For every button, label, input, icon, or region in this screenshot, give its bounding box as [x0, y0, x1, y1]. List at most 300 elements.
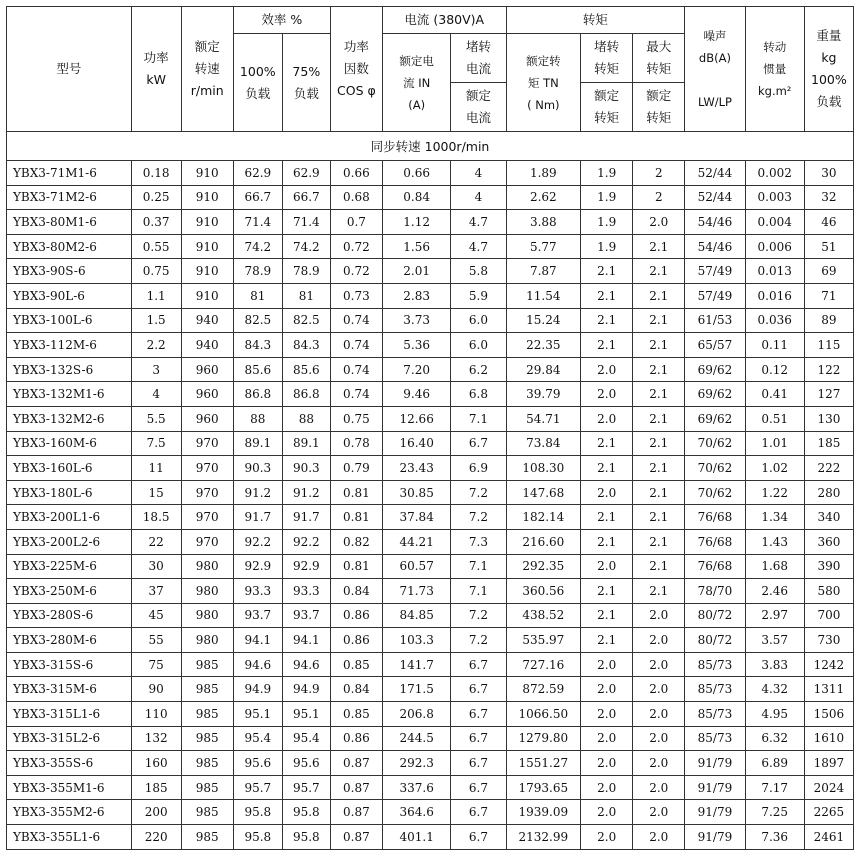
cell-eff-75: 91.7 [282, 505, 330, 530]
cell-eff-75: 84.3 [282, 333, 330, 358]
cell-power-factor: 0.86 [330, 726, 382, 751]
cell-locked-current-ratio: 4 [451, 185, 506, 210]
table-row [7, 357, 854, 382]
cell-model: YBX3-200L1-6 [7, 505, 132, 530]
header-model: 型号 [7, 7, 132, 132]
cell-rated-speed: 985 [181, 800, 233, 825]
cell-power: 132 [131, 726, 181, 751]
cell-rated-speed: 980 [181, 579, 233, 604]
cell-inertia: 3.57 [745, 628, 804, 653]
cell-max-torque-ratio: 2.0 [633, 652, 685, 677]
cell-locked-torque-ratio: 2.1 [581, 456, 633, 481]
table-row [7, 529, 854, 554]
cell-max-torque-ratio: 2.1 [633, 283, 685, 308]
cell-locked-torque-ratio: 2.1 [581, 431, 633, 456]
cell-power: 0.25 [131, 185, 181, 210]
cell-power: 5.5 [131, 406, 181, 431]
cell-max-torque-ratio: 2.1 [633, 259, 685, 284]
cell-eff-75: 95.1 [282, 702, 330, 727]
table-row [7, 431, 854, 456]
cell-locked-current-ratio: 7.1 [451, 554, 506, 579]
cell-locked-torque-ratio: 2.0 [581, 751, 633, 776]
cell-rated-torque: 292.35 [506, 554, 581, 579]
cell-eff-100: 94.1 [233, 628, 282, 653]
motor-spec-table [6, 6, 854, 850]
cell-power: 55 [131, 628, 181, 653]
cell-max-torque-ratio: 2.0 [633, 751, 685, 776]
cell-model: YBX3-90S-6 [7, 259, 132, 284]
cell-power: 0.37 [131, 210, 181, 235]
cell-eff-100: 66.7 [233, 185, 282, 210]
cell-model: YBX3-200L2-6 [7, 529, 132, 554]
cell-locked-torque-ratio: 2.1 [581, 603, 633, 628]
cell-power: 15 [131, 480, 181, 505]
cell-rated-current: 60.57 [382, 554, 450, 579]
cell-model: YBX3-160L-6 [7, 456, 132, 481]
cell-power-factor: 0.86 [330, 603, 382, 628]
cell-max-torque-ratio: 2.1 [633, 554, 685, 579]
cell-eff-100: 62.9 [233, 161, 282, 186]
cell-weight: 46 [804, 210, 853, 235]
cell-rated-torque: 2132.99 [506, 825, 581, 850]
cell-eff-75: 92.2 [282, 529, 330, 554]
header-inertia: 转动 惯量 kg.m² [745, 7, 804, 132]
cell-model: YBX3-280M-6 [7, 628, 132, 653]
cell-power: 4 [131, 382, 181, 407]
cell-eff-100: 85.6 [233, 357, 282, 382]
cell-model: YBX3-90L-6 [7, 283, 132, 308]
cell-rated-torque: 39.79 [506, 382, 581, 407]
cell-eff-75: 94.9 [282, 677, 330, 702]
cell-noise: 91/79 [685, 800, 745, 825]
cell-weight: 122 [804, 357, 853, 382]
cell-rated-torque: 22.35 [506, 333, 581, 358]
cell-locked-torque-ratio: 2.0 [581, 382, 633, 407]
header-locked-torque-bottom: 额定 转矩 [581, 83, 633, 132]
cell-power: 11 [131, 456, 181, 481]
cell-eff-100: 94.6 [233, 652, 282, 677]
cell-rated-speed: 985 [181, 677, 233, 702]
cell-power-factor: 0.81 [330, 480, 382, 505]
cell-eff-100: 81 [233, 283, 282, 308]
cell-eff-100: 95.8 [233, 800, 282, 825]
cell-eff-75: 95.7 [282, 775, 330, 800]
cell-inertia: 0.016 [745, 283, 804, 308]
cell-weight: 130 [804, 406, 853, 431]
cell-rated-speed: 980 [181, 628, 233, 653]
cell-rated-torque: 3.88 [506, 210, 581, 235]
cell-max-torque-ratio: 2.0 [633, 210, 685, 235]
cell-locked-torque-ratio: 2.0 [581, 726, 633, 751]
cell-eff-100: 91.7 [233, 505, 282, 530]
cell-locked-current-ratio: 4 [451, 161, 506, 186]
cell-locked-current-ratio: 6.7 [451, 800, 506, 825]
cell-rated-current: 71.73 [382, 579, 450, 604]
cell-eff-100: 71.4 [233, 210, 282, 235]
cell-locked-torque-ratio: 2.0 [581, 480, 633, 505]
cell-inertia: 1.22 [745, 480, 804, 505]
cell-eff-75: 91.2 [282, 480, 330, 505]
cell-inertia: 4.32 [745, 677, 804, 702]
cell-weight: 280 [804, 480, 853, 505]
cell-max-torque-ratio: 2.1 [633, 234, 685, 259]
cell-power-factor: 0.87 [330, 775, 382, 800]
cell-weight: 1897 [804, 751, 853, 776]
cell-rated-speed: 970 [181, 529, 233, 554]
header-max-torque-top: 最大 转矩 [633, 34, 685, 83]
cell-max-torque-ratio: 2.1 [633, 579, 685, 604]
cell-locked-current-ratio: 4.7 [451, 234, 506, 259]
cell-power-factor: 0.73 [330, 283, 382, 308]
cell-locked-torque-ratio: 1.9 [581, 210, 633, 235]
cell-model: YBX3-80M1-6 [7, 210, 132, 235]
cell-inertia: 1.01 [745, 431, 804, 456]
cell-eff-75: 85.6 [282, 357, 330, 382]
cell-power: 0.55 [131, 234, 181, 259]
cell-rated-speed: 910 [181, 210, 233, 235]
cell-rated-torque: 1551.27 [506, 751, 581, 776]
table-row [7, 234, 854, 259]
cell-inertia: 0.004 [745, 210, 804, 235]
cell-locked-torque-ratio: 1.9 [581, 161, 633, 186]
cell-max-torque-ratio: 2.1 [633, 406, 685, 431]
cell-rated-speed: 985 [181, 751, 233, 776]
cell-weight: 1610 [804, 726, 853, 751]
cell-noise: 61/53 [685, 308, 745, 333]
cell-eff-75: 95.6 [282, 751, 330, 776]
cell-max-torque-ratio: 2.1 [633, 505, 685, 530]
cell-rated-current: 23.43 [382, 456, 450, 481]
cell-noise: 85/73 [685, 677, 745, 702]
cell-rated-speed: 980 [181, 603, 233, 628]
cell-power: 7.5 [131, 431, 181, 456]
cell-eff-75: 95.8 [282, 825, 330, 850]
table-row [7, 554, 854, 579]
cell-noise: 70/62 [685, 456, 745, 481]
cell-weight: 1506 [804, 702, 853, 727]
cell-weight: 185 [804, 431, 853, 456]
header-current: 电流 (380V)A [382, 7, 506, 34]
table-row [7, 480, 854, 505]
cell-rated-speed: 980 [181, 554, 233, 579]
cell-inertia: 3.83 [745, 652, 804, 677]
cell-locked-current-ratio: 5.9 [451, 283, 506, 308]
cell-power-factor: 0.78 [330, 431, 382, 456]
cell-model: YBX3-315L2-6 [7, 726, 132, 751]
cell-rated-speed: 960 [181, 382, 233, 407]
cell-power: 18.5 [131, 505, 181, 530]
cell-eff-100: 86.8 [233, 382, 282, 407]
cell-power-factor: 0.85 [330, 702, 382, 727]
cell-power-factor: 0.74 [330, 382, 382, 407]
cell-eff-100: 74.2 [233, 234, 282, 259]
cell-rated-torque: 2.62 [506, 185, 581, 210]
cell-rated-current: 0.84 [382, 185, 450, 210]
cell-rated-speed: 970 [181, 505, 233, 530]
cell-rated-torque: 1793.65 [506, 775, 581, 800]
cell-rated-current: 206.8 [382, 702, 450, 727]
table-row [7, 259, 854, 284]
cell-weight: 390 [804, 554, 853, 579]
table-row [7, 825, 854, 850]
cell-weight: 30 [804, 161, 853, 186]
cell-noise: 85/73 [685, 702, 745, 727]
cell-power-factor: 0.66 [330, 161, 382, 186]
cell-inertia: 1.02 [745, 456, 804, 481]
cell-eff-75: 93.3 [282, 579, 330, 604]
cell-rated-current: 2.01 [382, 259, 450, 284]
cell-locked-current-ratio: 6.7 [451, 775, 506, 800]
cell-model: YBX3-280S-6 [7, 603, 132, 628]
cell-locked-torque-ratio: 2.1 [581, 529, 633, 554]
table-row [7, 677, 854, 702]
cell-rated-speed: 985 [181, 702, 233, 727]
cell-max-torque-ratio: 2.0 [633, 800, 685, 825]
cell-power-factor: 0.68 [330, 185, 382, 210]
cell-noise: 69/62 [685, 357, 745, 382]
cell-inertia: 0.003 [745, 185, 804, 210]
cell-weight: 580 [804, 579, 853, 604]
cell-rated-torque: 438.52 [506, 603, 581, 628]
cell-model: YBX3-100L-6 [7, 308, 132, 333]
cell-rated-speed: 910 [181, 185, 233, 210]
cell-power: 220 [131, 825, 181, 850]
cell-rated-speed: 960 [181, 357, 233, 382]
cell-rated-current: 84.85 [382, 603, 450, 628]
table-row [7, 210, 854, 235]
cell-inertia: 2.97 [745, 603, 804, 628]
cell-noise: 57/49 [685, 259, 745, 284]
cell-model: YBX3-355M1-6 [7, 775, 132, 800]
cell-noise: 85/73 [685, 652, 745, 677]
cell-locked-torque-ratio: 2.0 [581, 554, 633, 579]
cell-model: YBX3-315M-6 [7, 677, 132, 702]
cell-max-torque-ratio: 2.0 [633, 775, 685, 800]
section-title: 同步转速 1000r/min [7, 132, 854, 161]
cell-inertia: 1.34 [745, 505, 804, 530]
cell-weight: 71 [804, 283, 853, 308]
cell-rated-torque: 15.24 [506, 308, 581, 333]
cell-model: YBX3-132M2-6 [7, 406, 132, 431]
cell-noise: 76/68 [685, 529, 745, 554]
cell-rated-current: 244.5 [382, 726, 450, 751]
cell-rated-torque: 360.56 [506, 579, 581, 604]
cell-eff-100: 88 [233, 406, 282, 431]
cell-max-torque-ratio: 2.0 [633, 825, 685, 850]
cell-inertia: 2.46 [745, 579, 804, 604]
cell-rated-current: 401.1 [382, 825, 450, 850]
cell-model: YBX3-132S-6 [7, 357, 132, 382]
cell-model: YBX3-355S-6 [7, 751, 132, 776]
cell-rated-current: 141.7 [382, 652, 450, 677]
cell-rated-current: 1.12 [382, 210, 450, 235]
cell-power: 200 [131, 800, 181, 825]
cell-locked-torque-ratio: 2.1 [581, 333, 633, 358]
cell-eff-100: 91.2 [233, 480, 282, 505]
cell-weight: 1242 [804, 652, 853, 677]
cell-eff-75: 81 [282, 283, 330, 308]
cell-rated-torque: 1939.09 [506, 800, 581, 825]
cell-max-torque-ratio: 2.1 [633, 308, 685, 333]
cell-eff-100: 89.1 [233, 431, 282, 456]
cell-rated-current: 0.66 [382, 161, 450, 186]
table-row [7, 579, 854, 604]
cell-locked-torque-ratio: 2.1 [581, 579, 633, 604]
cell-power: 1.5 [131, 308, 181, 333]
cell-locked-current-ratio: 7.1 [451, 579, 506, 604]
cell-locked-torque-ratio: 2.1 [581, 505, 633, 530]
cell-eff-100: 94.9 [233, 677, 282, 702]
cell-locked-current-ratio: 7.2 [451, 603, 506, 628]
cell-power: 37 [131, 579, 181, 604]
table-row [7, 603, 854, 628]
cell-noise: 85/73 [685, 726, 745, 751]
cell-inertia: 0.002 [745, 161, 804, 186]
cell-eff-100: 93.3 [233, 579, 282, 604]
cell-locked-torque-ratio: 2.0 [581, 406, 633, 431]
cell-power-factor: 0.87 [330, 825, 382, 850]
cell-max-torque-ratio: 2.1 [633, 529, 685, 554]
cell-inertia: 0.11 [745, 333, 804, 358]
cell-eff-75: 90.3 [282, 456, 330, 481]
cell-weight: 32 [804, 185, 853, 210]
cell-noise: 80/72 [685, 603, 745, 628]
cell-locked-torque-ratio: 2.1 [581, 259, 633, 284]
cell-rated-torque: 535.97 [506, 628, 581, 653]
cell-noise: 52/44 [685, 185, 745, 210]
cell-eff-75: 94.1 [282, 628, 330, 653]
cell-rated-current: 12.66 [382, 406, 450, 431]
cell-noise: 57/49 [685, 283, 745, 308]
cell-rated-speed: 910 [181, 259, 233, 284]
cell-rated-speed: 910 [181, 283, 233, 308]
cell-eff-75: 94.6 [282, 652, 330, 677]
cell-weight: 89 [804, 308, 853, 333]
cell-power: 22 [131, 529, 181, 554]
cell-power-factor: 0.74 [330, 357, 382, 382]
cell-rated-current: 171.5 [382, 677, 450, 702]
cell-locked-torque-ratio: 2.1 [581, 283, 633, 308]
cell-power: 0.75 [131, 259, 181, 284]
cell-max-torque-ratio: 2.0 [633, 603, 685, 628]
table-row [7, 161, 854, 186]
cell-inertia: 0.036 [745, 308, 804, 333]
cell-rated-current: 3.73 [382, 308, 450, 333]
cell-power-factor: 0.7 [330, 210, 382, 235]
cell-power-factor: 0.87 [330, 751, 382, 776]
cell-rated-current: 30.85 [382, 480, 450, 505]
cell-model: YBX3-71M2-6 [7, 185, 132, 210]
cell-eff-75: 95.4 [282, 726, 330, 751]
cell-weight: 115 [804, 333, 853, 358]
cell-rated-speed: 970 [181, 456, 233, 481]
table-row [7, 628, 854, 653]
cell-rated-torque: 1.89 [506, 161, 581, 186]
cell-noise: 91/79 [685, 751, 745, 776]
cell-locked-current-ratio: 6.7 [451, 726, 506, 751]
cell-model: YBX3-250M-6 [7, 579, 132, 604]
cell-locked-torque-ratio: 2.1 [581, 628, 633, 653]
cell-eff-100: 92.2 [233, 529, 282, 554]
cell-max-torque-ratio: 2.1 [633, 333, 685, 358]
cell-locked-current-ratio: 6.2 [451, 357, 506, 382]
cell-inertia: 7.25 [745, 800, 804, 825]
table-row [7, 382, 854, 407]
cell-rated-speed: 970 [181, 480, 233, 505]
cell-rated-speed: 985 [181, 825, 233, 850]
cell-model: YBX3-315S-6 [7, 652, 132, 677]
cell-rated-speed: 970 [181, 431, 233, 456]
cell-power-factor: 0.84 [330, 677, 382, 702]
cell-weight: 700 [804, 603, 853, 628]
cell-inertia: 6.32 [745, 726, 804, 751]
cell-max-torque-ratio: 2.0 [633, 702, 685, 727]
cell-locked-current-ratio: 6.7 [451, 751, 506, 776]
cell-power: 0.18 [131, 161, 181, 186]
cell-rated-torque: 147.68 [506, 480, 581, 505]
cell-power: 185 [131, 775, 181, 800]
cell-noise: 65/57 [685, 333, 745, 358]
header-noise: 噪声 dB(A) LW/LP [685, 7, 745, 132]
table-row [7, 726, 854, 751]
cell-locked-current-ratio: 6.7 [451, 825, 506, 850]
cell-noise: 54/46 [685, 210, 745, 235]
header-eff-100: 100% 负载 [233, 34, 282, 132]
cell-eff-75: 82.5 [282, 308, 330, 333]
cell-model: YBX3-160M-6 [7, 431, 132, 456]
cell-model: YBX3-315L1-6 [7, 702, 132, 727]
cell-locked-current-ratio: 7.2 [451, 505, 506, 530]
cell-max-torque-ratio: 2.1 [633, 480, 685, 505]
cell-weight: 2265 [804, 800, 853, 825]
cell-rated-current: 16.40 [382, 431, 450, 456]
cell-noise: 69/62 [685, 406, 745, 431]
table-row [7, 333, 854, 358]
cell-weight: 340 [804, 505, 853, 530]
cell-eff-100: 95.6 [233, 751, 282, 776]
cell-power-factor: 0.82 [330, 529, 382, 554]
cell-inertia: 0.51 [745, 406, 804, 431]
cell-eff-75: 74.2 [282, 234, 330, 259]
cell-noise: 91/79 [685, 775, 745, 800]
cell-rated-torque: 54.71 [506, 406, 581, 431]
cell-rated-speed: 985 [181, 726, 233, 751]
cell-rated-torque: 5.77 [506, 234, 581, 259]
cell-power: 45 [131, 603, 181, 628]
cell-model: YBX3-355M2-6 [7, 800, 132, 825]
cell-rated-current: 5.36 [382, 333, 450, 358]
cell-eff-100: 95.4 [233, 726, 282, 751]
cell-model: YBX3-132M1-6 [7, 382, 132, 407]
cell-noise: 70/62 [685, 480, 745, 505]
cell-power-factor: 0.72 [330, 259, 382, 284]
cell-power-factor: 0.79 [330, 456, 382, 481]
cell-rated-torque: 727.16 [506, 652, 581, 677]
cell-locked-current-ratio: 7.2 [451, 480, 506, 505]
header-rated-current: 额定电 流 IN (A) [382, 34, 450, 132]
cell-noise: 54/46 [685, 234, 745, 259]
cell-weight: 69 [804, 259, 853, 284]
cell-locked-current-ratio: 5.8 [451, 259, 506, 284]
cell-locked-current-ratio: 7.2 [451, 628, 506, 653]
cell-rated-current: 292.3 [382, 751, 450, 776]
cell-power-factor: 0.74 [330, 308, 382, 333]
cell-noise: 70/62 [685, 431, 745, 456]
cell-max-torque-ratio: 2.1 [633, 456, 685, 481]
cell-locked-current-ratio: 6.7 [451, 677, 506, 702]
cell-model: YBX3-80M2-6 [7, 234, 132, 259]
cell-weight: 730 [804, 628, 853, 653]
